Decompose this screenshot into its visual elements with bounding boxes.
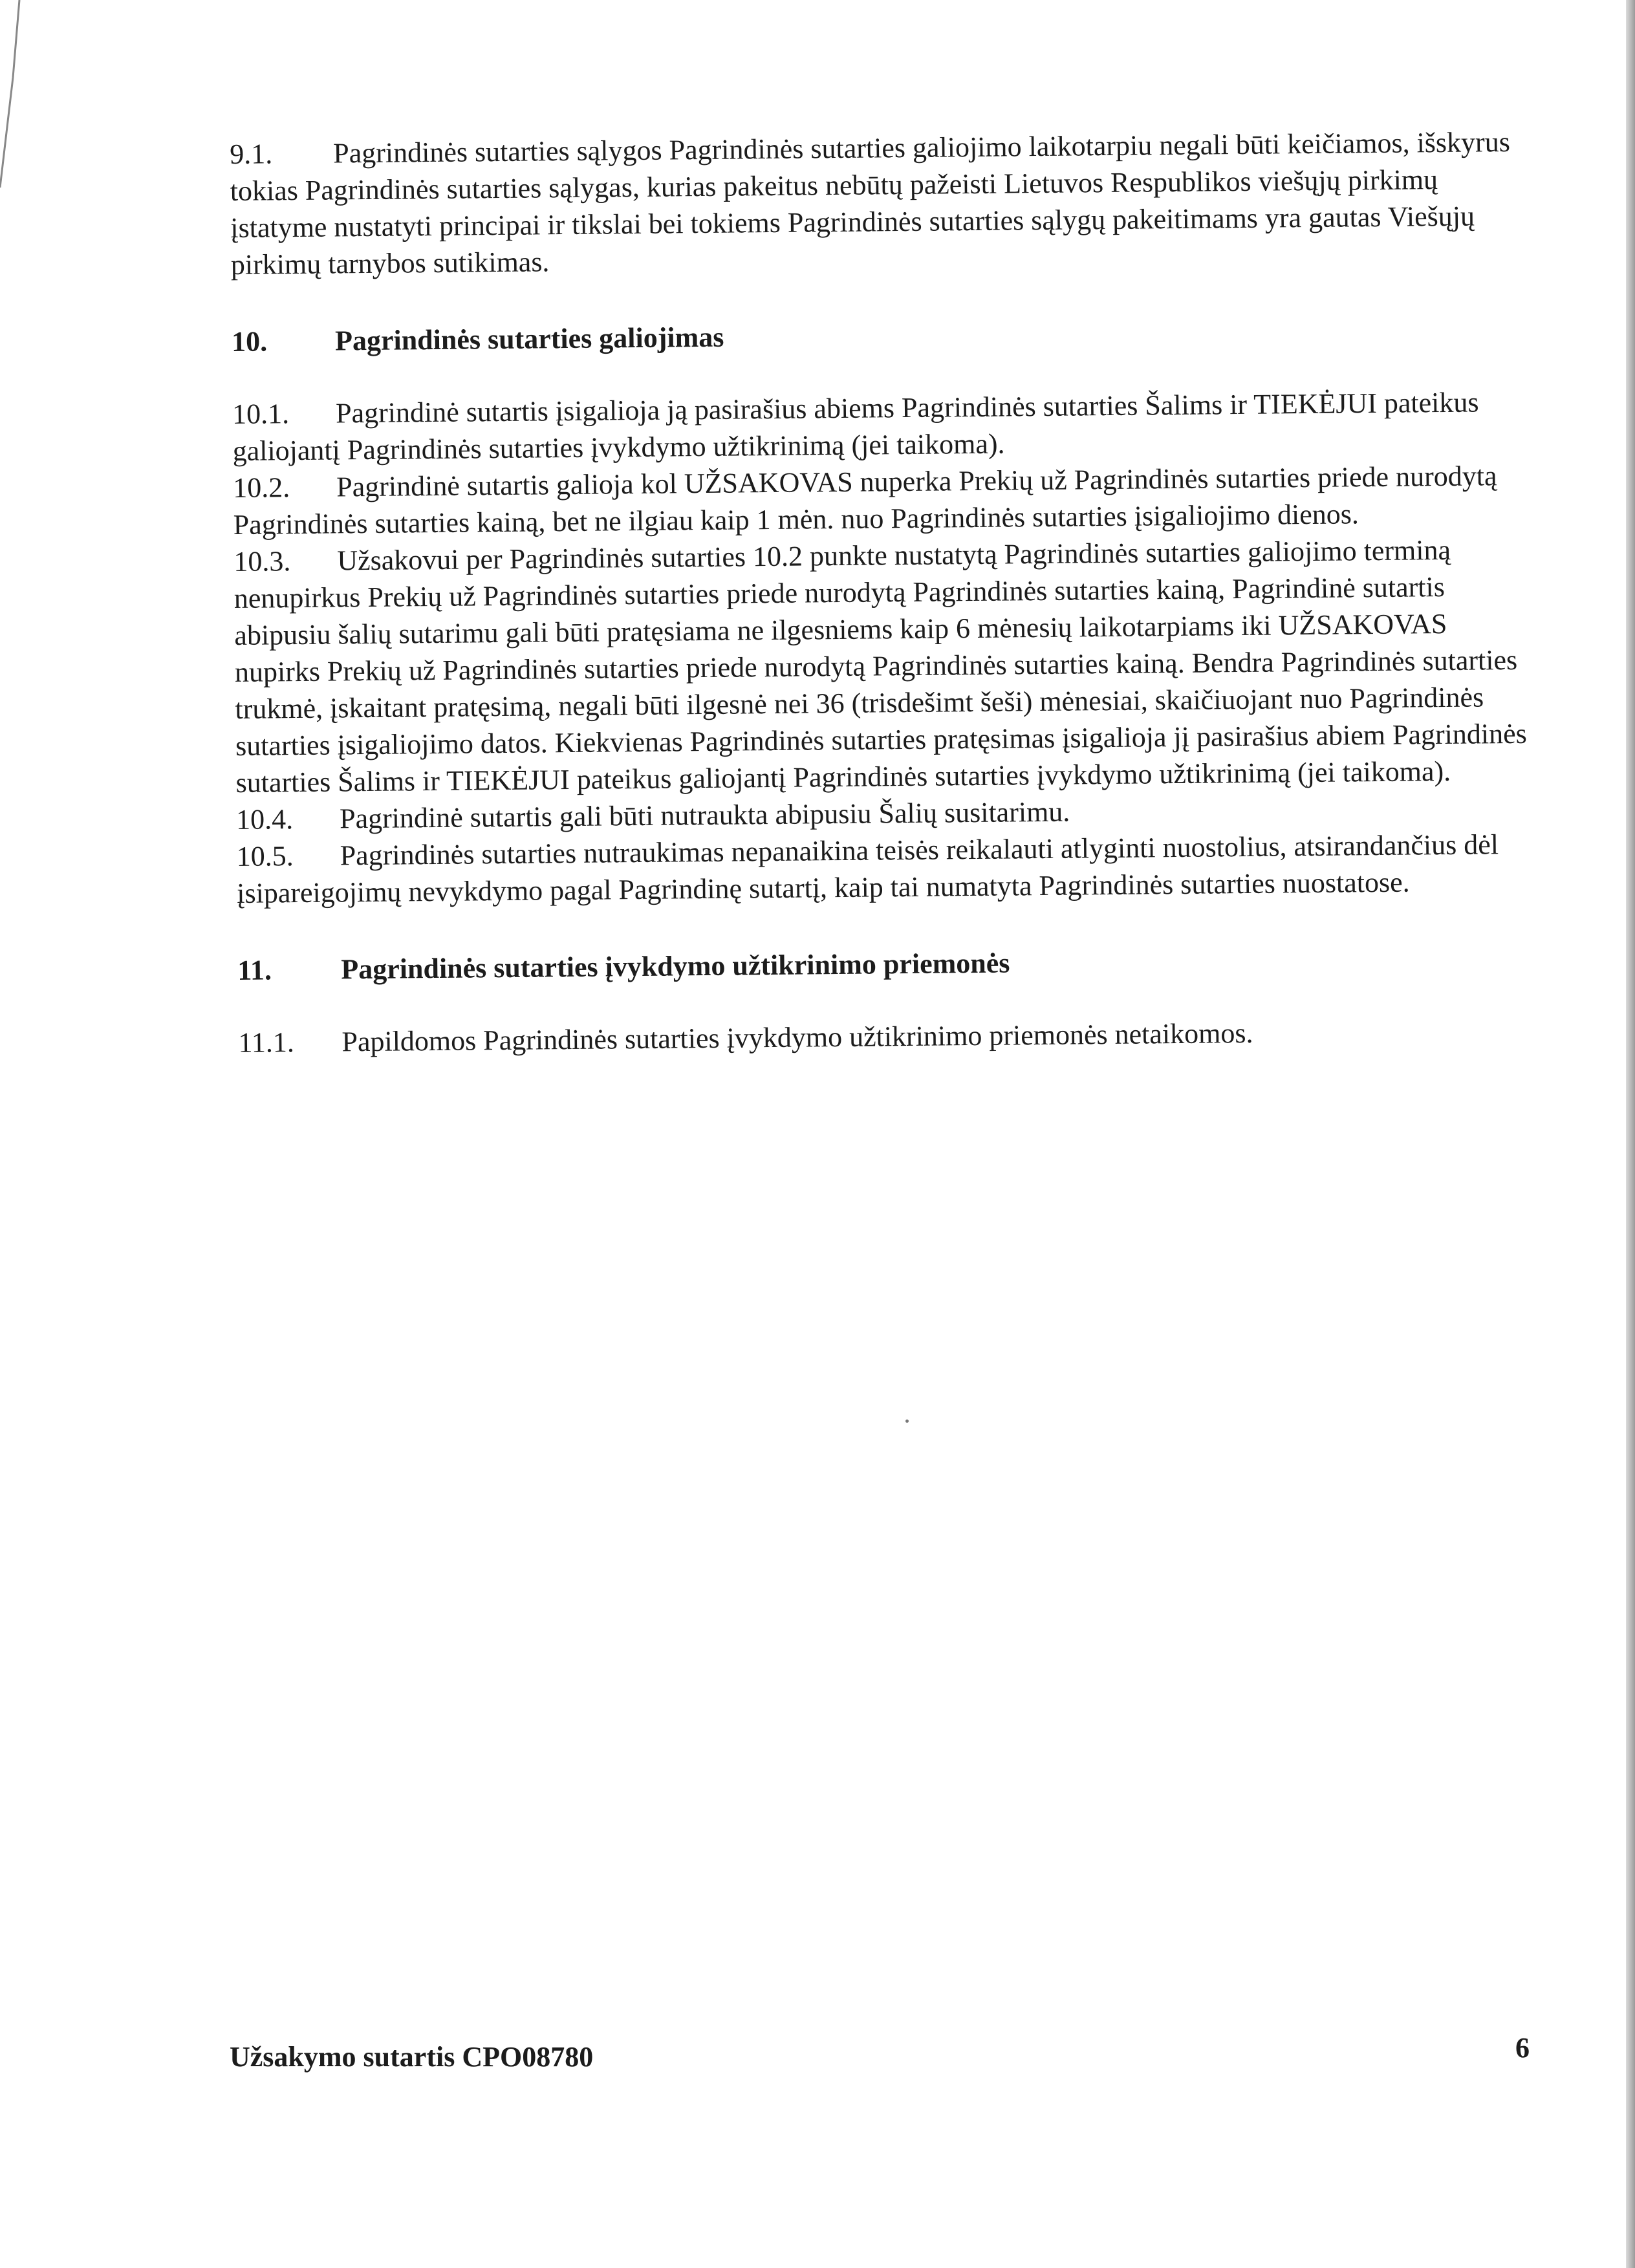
paragraph-10-2 <box>233 457 1533 543</box>
section-title: Pagrindinės sutarties įvykdymo užtikrinimo priemonės <box>341 947 1010 986</box>
paragraph-10-5 <box>236 826 1537 912</box>
scan-edge-left <box>0 0 26 194</box>
page-number: 6 <box>1515 2032 1530 2064</box>
section-heading-11 <box>237 940 1537 989</box>
paragraph-text: Papildomos Pagrindinės sutarties įvykdymo užtikrinimo priemonės netaikomos. <box>341 1017 1253 1058</box>
paragraph-text: Pagrindinė sutartis galioja kol UŽSAKOVAS nuperka Prekių už Pagrindinės sutarties priede nurodytą Pagrindinės sutarties kainą, bet ne ilgiau kaip 1 mėn. nuo Pagrindinės sutarties įsigaliojimo dienos. <box>233 460 1497 541</box>
paragraph-number: 10.3. <box>233 545 291 578</box>
paragraph-text: Pagrindinės sutarties sąlygos Pagrindinės sutarties galiojimo laikotarpiu negali būti keičiamos, išskyrus tokias Pagrindinės sutarties sąlygas, kurias pakeitus nebūtų pažeisti Lietuvos Respublikos viešųjų pirkimų įstatyme nustatyti principai ir tikslai bei tokiems Pagrindinės sutarties sąlygų pakeitimams yra gautas Viešųjų pirkimų tarnybos sutikimas. <box>230 125 1511 281</box>
scan-edge-right <box>1626 0 1635 2268</box>
paragraph-number: 10.2. <box>232 471 290 504</box>
footer-title: Užsakymo sutartis CPO08780 <box>230 2041 594 2073</box>
paragraph-number: 10.1. <box>232 398 290 430</box>
paragraph-number: 11.1. <box>238 1026 295 1059</box>
paragraph-10-1 <box>232 383 1533 470</box>
paragraph-number: 10.5. <box>236 840 294 872</box>
paragraph-text: Užsakovui per Pagrindinės sutarties 10.2 punkte nustatytą Pagrindinės sutarties galiojimo terminą nenupirkus Prekių už Pagrindinės sutarties priede nurodytą Pagrindinės sutarties kainą, Pagrindinė sutartis abipusiu šalių sutarimu gali būti pratęsiama ne ilgesniems kaip 6 mėnesių laikotarpiams iki UŽSAKOVAS nupirks Prekių už Pagrindinės sutarties priede nurodytą Pagrindinės sutarties kainą. Bendra Pagrindinės sutarties trukmė, įskaitant pratęsimą, negali būti ilgesnė nei 36 (trisdešimt šeši) mėnesiai, skaičiuojant nuo Pagrindinės sutarties įsigaliojimo datos. Kiekvienas Pagrindinės sutarties pratęsimas įsigalioja jį pasirašius abiem Pagrindinės sutarties Šalims ir TIEKĖJUI pateikus galiojantį Pagrindinės sutarties įvykdymo užtikrinimą (jei taikoma). <box>233 534 1527 799</box>
section-number: 11. <box>237 954 272 986</box>
paragraph-text: Pagrindinės sutarties nutraukimas nepanaikina teisės reikalauti atlyginti nuostolius, atsirandančius dėl įsipareigojimų nevykdymo pagal Pagrindinę sutartį, kaip tai numatyta Pagrindinės sutarties nuostatose. <box>237 828 1499 909</box>
paragraph-number: 9.1. <box>230 138 273 170</box>
section-title: Pagrindinės sutarties galiojimas <box>334 321 724 357</box>
paragraph-number: 10.4. <box>235 803 294 836</box>
paragraph-text: Pagrindinė sutartis įsigalioja ją pasirašius abiems Pagrindinės sutarties Šalims ir TIEKĖJUI pateikus galiojantį Pagrindinės sutarties įvykdymo užtikrinimą (jei taikoma). <box>232 386 1479 467</box>
paragraph-11-1 <box>238 1012 1538 1061</box>
section-heading-10 <box>232 311 1532 360</box>
paragraph-text: Pagrindinė sutartis gali būti nutraukta abipusiu Šalių susitarimu. <box>339 795 1070 835</box>
scan-speck <box>905 1420 909 1423</box>
paragraph-10-3 <box>233 531 1536 801</box>
document-body <box>230 124 1539 1061</box>
section-number: 10. <box>231 325 268 358</box>
paragraph-9-1 <box>230 124 1531 283</box>
